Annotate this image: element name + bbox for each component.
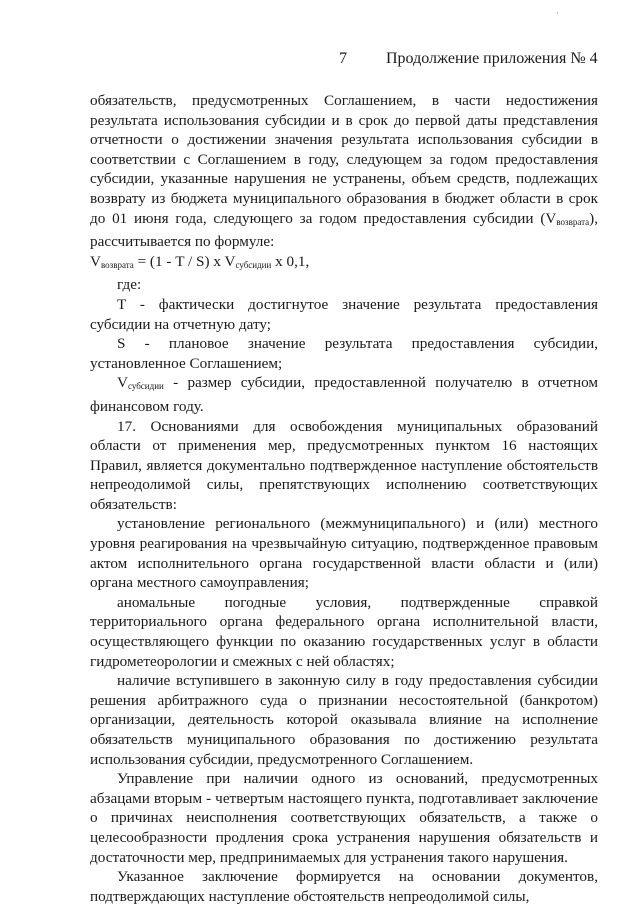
definition-v: $V_{субсидии}$ - размер субсидии, предоставленной получателю в отчетном финансовом году. [90, 374, 598, 415]
header-title: Продолжение приложения № 4 [386, 50, 598, 67]
page-number: 7 [339, 50, 347, 67]
page-header [0, 50, 640, 72]
corner-mark: · [556, 8, 559, 18]
paragraph-conclusion: Указанное заключение формируется на основании документов, подтверждающих наступление обстоятельств непреодолимой силы, [90, 868, 598, 905]
definition-t: T - фактически достигнутое значение результата предоставления субсидии на отчетную дату; [90, 295, 598, 333]
where-label: где: [117, 276, 142, 294]
document-body [90, 91, 598, 906]
ground-weather: аномальные погодные условия, подтвержденные справкой территориального органа федерального органа исполнительной власти, осуществляющего функции по оказанию государственных услуг в области гидрометеорологии и смежных с ней областях; [90, 593, 598, 670]
ground-bankruptcy: наличие вступившего в законную силу в году предоставления субсидии решения арбитражного суда о признании несостоятельной (банкротом) организации, деятельность которой оказывала влияние на исполнение обязательств муниципального образования по достижению результата использования субсидии, предусмотренного Соглашением. [90, 672, 598, 768]
paragraph-17: 17. Основаниями для освобождения муниципальных образований области от применения мер, предусмотренных пунктом 16 настоящих Правил, является документально подтвержденное наступление обстоятельств непреодолимой силы, препятствующих исполнению соответствующих обязательств: [90, 417, 598, 513]
ground-emergency: установление регионального (межмуниципального) и (или) местного уровня реагирования на чрезвычайную ситуацию, подтвержденное правовым актом исполнительного органа государственной власти области и (или) органа местного самоуправления; [90, 515, 598, 592]
return-formula: $V_{возврата} = (1 - T / S)$ x $V_{субсидии}$ x 0,1, [90, 252, 310, 270]
definition-s: S - плановое значение результата предоставления субсидии, установленное Соглашением; [90, 335, 598, 372]
paragraph-management: Управление при наличии одного из оснований, предусмотренных абзацами вторым - четвертым настоящего пункта, подготавливает заключение о причинах неисполнения соответствующих обязательств, а также о целесообразности продления срока устранения нарушения обязательств и достаточности мер, предпринимаемых для устранения такого нарушения. [90, 770, 598, 866]
paragraph-continuation: обязательств, предусмотренных Соглашением, в части недостижения результата использования субсидии и в срок до первой даты представления отчетности о достижении значения результата использования субсидии в соответствии с Соглашением в году, следующем за годом предоставления субсидии, указанные нарушения не устранены, объем средств, подлежащих возврату из бюджета муниципального образования в бюджет области в срок до 01 июня года, следующего за годом предоставления субсидии $(V_{возврата})$, рассчитывается по формуле: [90, 92, 598, 251]
